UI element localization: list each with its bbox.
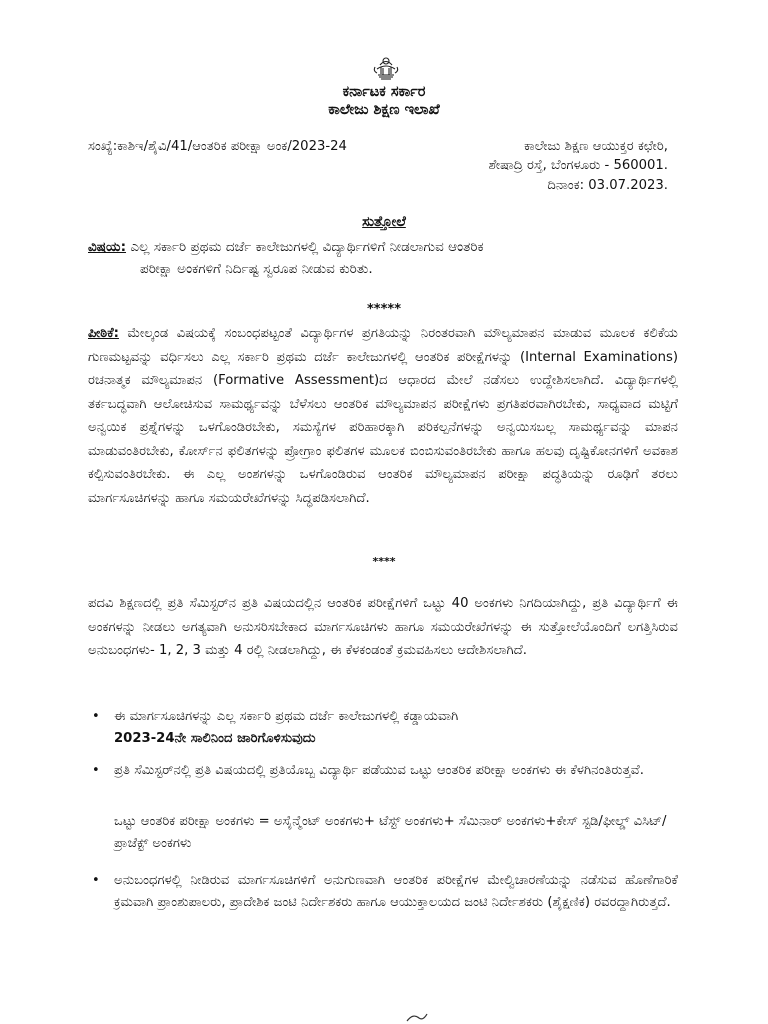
bullet-text: ಅನುಬಂಧಗಳಲ್ಲಿ ನೀಡಿರುವ ಮಾರ್ಗಸೂಚಿಗಳಿಗೆ ಅನುಗುಣವಾಗಿ ಆಂತರಿಕ ಪರೀಕ್ಷೆಗಳ ಮೇಲ್ವಿಚಾರಣೆಯನ್ನು ನಡೆಸುವ ಹೊಣೆಗಾರಿಕೆ ಕ್ರಮವಾಗಿ ಪ್ರಾಂಶುಪಾಲರು, ಪ್ರಾದೇಶಿಕ ಜಂಟಿ ನಿರ್ದೇಶಕರು ಹಾಗೂ ಆಯುಕ್ತಾಲಯದ ಜಂಟಿ ನಿರ್ದೇಶಕರು (ಶೈಕ್ಷಣಿಕ) ರವರದ್ದಾಗಿರುತ್ತದೆ. — [114, 873, 678, 910]
reference-number: ಸಂಖ್ಯೆ:ಕಾಶಿಇ/ಶೈವಿ/41/ಆಂತರಿಕ ಪರೀಕ್ಷಾ ಅಂಕ/2023-24 — [88, 139, 347, 154]
office-address-line2: ಶೇಷಾದ್ರಿ ರಸ್ತೆ, ಬೆಂಗಳೂರು - 560001. — [488, 158, 668, 173]
government-heading: ಕರ್ನಾಟಕ ಸರ್ಕಾರ — [342, 84, 426, 100]
office-address-line1: ಕಾಲೇಜು ಶಿಕ್ಷಣ ಆಯುಕ್ತರ ಕಛೇರಿ, — [524, 139, 668, 154]
marks-formula: ಒಟ್ಟು ಆಂತರಿಕ ಪರೀಕ್ಷಾ ಅಂಕಗಳು = ಅಸೈನ್ಮೆಂಟ್ ಅಂಕಗಳು+ ಟೆಸ್ಟ್ ಅಂಕಗಳು+ ಸೆಮಿನಾರ್ ಅಂಕಗಳು+ಕೇಸ್ ಸ್ಟಡಿ/ಫೀಲ್ಡ್ ವಿಸಿಟ್/ಪ್ರಾಜೆಕ್ಟ್ ಅಂಕಗಳು — [114, 814, 667, 851]
bullet-icon: • — [92, 709, 100, 724]
government-emblem-icon — [369, 55, 403, 81]
separator-stars: ***** — [367, 302, 401, 317]
subject-line1: ಎಲ್ಲ ಸರ್ಕಾರಿ ಪ್ರಥಮ ದರ್ಜೆ ಕಾಲೇಜುಗಳಲ್ಲಿ ವಿದ್ಯಾರ್ಥಿಗಳಿಗೆ ನೀಡಲಾಗುವ ಆಂತರಿಕ — [130, 239, 484, 255]
separator-stars-small: **** — [372, 555, 396, 568]
bullet-icon: • — [92, 763, 100, 778]
circular-title: ಸುತ್ತೋಲೆ — [362, 214, 406, 230]
introduction-label: ಪೀಠಿಕೆ: — [88, 326, 119, 341]
bullet-text: ಈ ಮಾರ್ಗಸೂಚಿಗಳನ್ನು ಎಲ್ಲ ಸರ್ಕಾರಿ ಪ್ರಥಮ ದರ್ಜೆ ಕಾಲೇಜುಗಳಲ್ಲಿ ಕಡ್ಡಾಯವಾಗಿ — [114, 709, 459, 724]
subject-line2: ಪರೀಕ್ಷಾ ಅಂಕಗಳಿಗೆ ನಿರ್ದಿಷ್ಟ ಸ್ವರೂಪ ನೀಡುವ ಕುರಿತು. — [140, 261, 373, 277]
subject-label: ವಿಷಯ: — [88, 239, 127, 255]
introduction-text: ಮೇಲ್ಕಂಡ ವಿಷಯಕ್ಕೆ ಸಂಬಂಧಪಟ್ಟಂತೆ ವಿದ್ಯಾರ್ಥಿಗಳ ಪ್ರಗತಿಯನ್ನು ನಿರಂತರವಾಗಿ ಮೌಲ್ಯಮಾಪನ ಮಾಡುವ ಮೂಲಕ ಕಲಿಕೆಯ ಗುಣಮಟ್ಟವನ್ನು ವರ್ಧಿಸಲು ಎಲ್ಲ ಸರ್ಕಾರಿ ಪ್ರಥಮ ದರ್ಜೆ ಕಾಲೇಜುಗಳಲ್ಲಿ ಆಂತರಿಕ ಪರೀಕ್ಷೆಗಳನ್ನು (Internal Examinations) ರಚನಾತ್ಮಕ ಮೌಲ್ಯಮಾಪನ (Formative Assessment)ದ ಆಧಾರದ ಮೇಲೆ ನಡೆಸಲು ಉದ್ದೇಶಿಸಲಾಗಿದೆ. ವಿದ್ಯಾರ್ಥಿಗಳಲ್ಲಿ ತರ್ಕಬದ್ಧವಾಗಿ ಆಲೋಚಿಸುವ ಸಾಮರ್ಥ್ಯವನ್ನು ಬೆಳೆಸಲು ಆಂತರಿಕ ಮೌಲ್ಯಮಾಪನ ಪರೀಕ್ಷೆಗಳು ಪ್ರಗತಿಪರವಾಗಿರಬೇಕು, ಸಾಧ್ಯವಾದ ಮಟ್ಟಿಗೆ ಅನ್ವಯಿಕ ಪ್ರಶ್ನೆಗಳನ್ನು ಒಳಗೊಂಡಿರಬೇಕು, ಸಮಸ್ಯೆಗಳ ಪರಿಹಾರಕ್ಕಾಗಿ ಪರಿಕಲ್ಪನೆಗಳನ್ನು ಅನ್ವಯಿಸಬಲ್ಲ ಸಾಮರ್ಥ್ಯವನ್ನು ಮಾಪನ ಮಾಡುವಂತಿರಬೇಕು, ಕೋರ್ಸ್‌ನ ಫಲಿತಗಳನ್ನು ಪ್ರೋಗ್ರಾಂ ಫಲಿತಗಳ ಮೂಲಕ ಬಿಂಬಿಸುವಂತಿರಬೇಕು ಹಾಗೂ ಹಲವು ದೃಷ್ಟಿಕೋನಗಳಿಗೆ ಅವಕಾಶ ಕಲ್ಪಿಸುವಂತಿರಬೇಕು. ಈ ಎಲ್ಲ ಅಂಶಗಳನ್ನು ಒಳಗೊಂಡಿರುವ ಆಂತರಿಕ ಮೌಲ್ಯಮಾಪನ ಪರೀಕ್ಷಾ ಪದ್ಧತಿಯನ್ನು ರೂಢಿಗೆ ತರಲು ಮಾರ್ಗಸೂಚಿಗಳನ್ನು ಹಾಗೂ ಸಮಯರೇಖೆಗಳನ್ನು ಸಿದ್ಧಪಡಿಸಲಾಗಿದೆ. — [88, 326, 678, 506]
marks-paragraph: ಪದವಿ ಶಿಕ್ಷಣದಲ್ಲಿ ಪ್ರತಿ ಸೆಮಿಸ್ಟರ್‌ನ ಪ್ರತಿ ವಿಷಯದಲ್ಲಿನ ಆಂತರಿಕ ಪರೀಕ್ಷೆಗಳಿಗೆ ಒಟ್ಟು 40 ಅಂಕಗಳು ನಿಗದಿಯಾಗಿದ್ದು, ಪ್ರತಿ ವಿದ್ಯಾರ್ಥಿಗೆ ಈ ಅಂಕಗಳನ್ನು ನೀಡಲು ಅಗತ್ಯವಾಗಿ ಅನುಸರಿಸಬೇಕಾದ ಮಾರ್ಗಸೂಚಿಗಳು ಹಾಗೂ ಸಮಯರೇಖೆಗಳನ್ನು ಈ ಸುತ್ತೋಲೆಯೊಂದಿಗೆ ಲಗತ್ತಿಸಿರುವ ಅನುಬಂಧಗಳು- 1, 2, 3 ಮತ್ತು 4 ರಲ್ಲಿ ನೀಡಲಾಗಿದ್ದು, ಈ ಕೆಳಕಂಡಂತೆ ಕ್ರಮವಹಿಸಲು ಆದೇಶಿಸಲಾಗಿದೆ. — [88, 596, 678, 658]
bullet-item-supervision — [92, 870, 678, 914]
introduction-paragraph — [88, 322, 678, 510]
bullet-bold-text: 2023-24ನೇ ಸಾಲಿನಿಂದ ಜಾರಿಗೊಳಿಸುವುದು — [114, 731, 316, 746]
bullet-text: ಪ್ರತಿ ಸೆಮಿಸ್ಟರ್‌ನಲ್ಲಿ ಪ್ರತಿ ವಿಷಯದಲ್ಲಿ ಪ್ರತಿಯೊಬ್ಬ ವಿದ್ಯಾರ್ಥಿ ಪಡೆಯುವ ಒಟ್ಟು ಆಂತರಿಕ ಪರೀಕ್ಷಾ ಅಂಕಗಳು ಈ ಕೆಳಗಿನಂತಿರುತ್ತವೆ. — [114, 763, 644, 778]
bullet-item-total-marks — [92, 760, 678, 782]
subject-block — [88, 236, 678, 280]
bullet-item-implementation — [92, 706, 678, 750]
department-heading: ಕಾಲೇಜು ಶಿಕ್ಷಣ ಇಲಾಖೆ — [328, 102, 440, 118]
bullet-icon: • — [92, 873, 100, 888]
circular-date: ದಿನಾಂಕ: 03.07.2023. — [547, 178, 668, 193]
signature-mark-icon — [405, 1012, 429, 1022]
